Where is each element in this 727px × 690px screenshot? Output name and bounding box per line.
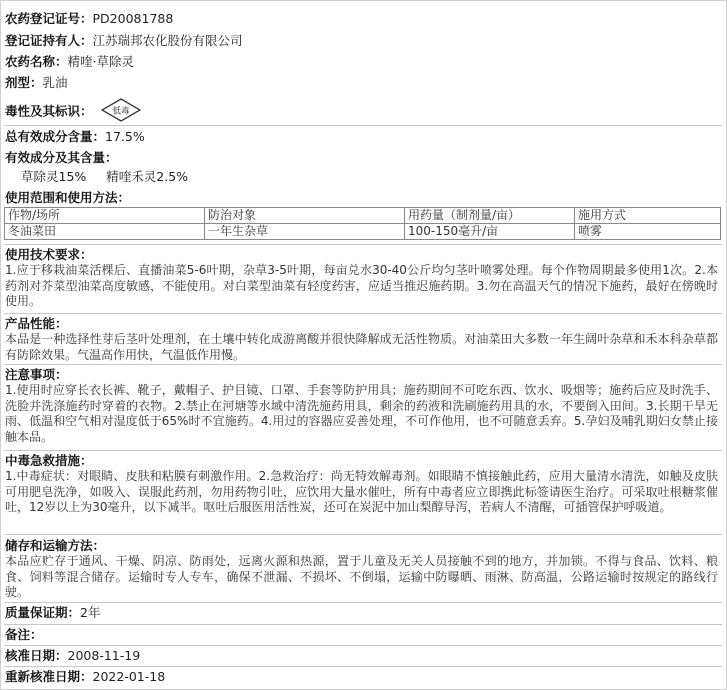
table-row bbox=[5, 224, 721, 240]
divider bbox=[4, 624, 722, 625]
notes-heading-row bbox=[5, 367, 68, 383]
tech-heading-row bbox=[5, 247, 93, 263]
reg-no-row bbox=[5, 11, 173, 27]
ingredients-values bbox=[21, 169, 188, 185]
ingredients-label: 有效成分及其含量： bbox=[5, 150, 118, 165]
total-content-value: 17.5% bbox=[105, 129, 145, 144]
approve-label: 核准日期： bbox=[5, 648, 68, 663]
holder-row bbox=[5, 33, 243, 49]
form-row bbox=[5, 75, 68, 91]
shelf-row bbox=[5, 605, 100, 621]
reg-no-label: 农药登记证号： bbox=[5, 11, 93, 26]
holder-label: 登记证持有人： bbox=[5, 33, 93, 48]
usage-row bbox=[5, 190, 130, 206]
usage-label: 使用范围和使用方法： bbox=[5, 190, 131, 205]
table-cell: 一年生杂草 bbox=[205, 224, 405, 240]
shelf-label: 质量保证期： bbox=[5, 605, 81, 620]
table-cell: 冬油菜田 bbox=[5, 224, 205, 240]
perf-text: 本品是一种选择性芽后茎叶处理剂，在土壤中转化成游离酸并很快降解成无活性物质。对油菜田大多数一年生阔叶杂草和禾本科杂草都有防除效果。气温高作用快，气温低作用慢。 bbox=[5, 332, 718, 362]
reapprove-row bbox=[5, 669, 165, 685]
divider bbox=[4, 125, 722, 126]
perf-heading-row bbox=[5, 316, 68, 332]
approve-value: 2008-11-19 bbox=[67, 648, 141, 663]
name-label: 农药名称： bbox=[5, 54, 68, 69]
divider bbox=[4, 313, 722, 314]
table-header-cell: 防治对象 bbox=[205, 208, 405, 224]
form-value: 乳油 bbox=[42, 75, 68, 90]
ingredients-row bbox=[5, 150, 118, 166]
reapprove-label: 重新核准日期： bbox=[5, 669, 93, 684]
divider bbox=[4, 364, 722, 365]
toxicity-label: 毒性及其标识： bbox=[5, 103, 93, 119]
divider bbox=[4, 645, 722, 646]
divider bbox=[4, 450, 722, 451]
ingredient-2: 精喹禾灵2.5% bbox=[106, 169, 189, 184]
table-header-cell: 施用方式 bbox=[575, 208, 721, 224]
notes-text: 1.使用时应穿长衣长裤、靴子，戴帽子、护目镜、口罩、手套等防护用具；施药期间不可吃东西、饮水、吸烟等；施药后应及时洗手、洗脸并洗涤施药时穿着的衣物。2.禁止在河塘等水域中清洗施药用具，剩余的药液和洗刷施药用具的水，不要倒入田间。3.长期干旱无雨、低温和空气相对湿度低于65%时不宜施药。4.用过的容器应妥善处理，不可作他用，也不可随意丢弃。5.孕妇及哺乳期妇女禁止接触本品。 bbox=[5, 383, 718, 444]
table-header-cell: 用药量（制剂量/亩） bbox=[405, 208, 575, 224]
perf-label: 产品性能： bbox=[5, 316, 68, 331]
divider bbox=[4, 666, 722, 667]
storage-label: 储存和运输方法： bbox=[5, 538, 106, 553]
low-toxicity-text: 低毒 bbox=[111, 106, 130, 117]
name-row bbox=[5, 54, 134, 70]
shelf-value: 2年 bbox=[80, 605, 101, 620]
storage-heading-row bbox=[5, 538, 105, 554]
divider bbox=[4, 602, 722, 603]
storage-text: 本品应贮存于通风、干燥、阴凉、防雨处，远离火源和热源，置于儿童及无关人员接触不到的地方，并加锁。不得与食品、饮料、粮食、饲料等混合储存。运输时专人专车，确保不泄漏、不损坏、不倒塌，运输中防曝晒、雨淋、防高温，公路运输时按规定的路线行驶。 bbox=[5, 554, 718, 599]
ingredient-1: 草除灵15% bbox=[21, 169, 87, 184]
table-cell: 100-150毫升/亩 bbox=[405, 224, 575, 240]
firstaid-label: 中毒急救措施： bbox=[5, 453, 93, 468]
approve-row bbox=[5, 648, 140, 664]
reg-no-value: PD20081788 bbox=[92, 11, 174, 26]
tech-label: 使用技术要求： bbox=[5, 247, 93, 262]
divider bbox=[4, 244, 722, 245]
usage-table-header bbox=[5, 208, 721, 224]
divider bbox=[4, 534, 722, 535]
remark-label: 备注： bbox=[5, 627, 43, 642]
form-label: 剂型： bbox=[5, 75, 43, 90]
firstaid-heading-row bbox=[5, 453, 93, 469]
firstaid-text: 1.中毒症状：对眼睛、皮肤和粘膜有刺激作用。2.急救治疗：尚无特效解毒剂。如眼睛不慎接触此药，应用大量清水清洗，如触及皮肤可用肥皂洗净，如吸入、误服此药剂，勿用药物引吐，应饮用大量水催吐，所有中毒者应立即携此标签请医生治疗。可采取吐根糖浆催吐，12岁以上为30毫升，以下减半。呕吐后服医用活性炭，还可在炭泥中加山梨醇导泻，若病人不清醒，可插管保护呼吸道。 bbox=[5, 469, 718, 514]
total-content-row bbox=[5, 129, 145, 145]
table-cell: 喷雾 bbox=[575, 224, 721, 240]
reapprove-value: 2022-01-18 bbox=[92, 669, 166, 684]
remark-row bbox=[5, 627, 43, 643]
tech-text: 1.应于移栽油菜活棵后、直播油菜5-6叶期，杂草3-5叶期，每亩兑水30-40公斤均匀茎叶喷雾处理。每个作物周期最多使用1次。2.本药剂对芥菜型油菜高度敏感，不能使用。对白菜型油菜有轻度药害，应适当推迟施药期。3.勿在高温天气的情况下施药，最好在傍晚时使用。 bbox=[5, 263, 718, 308]
holder-value: 江苏瑞邦农化股份有限公司 bbox=[92, 33, 243, 48]
name-value: 精喹·草除灵 bbox=[67, 54, 134, 69]
table-header-cell: 作物/场所 bbox=[5, 208, 205, 224]
total-content-label: 总有效成分含量： bbox=[5, 129, 106, 144]
toxicity-row bbox=[5, 98, 141, 126]
low-toxicity-icon bbox=[101, 98, 141, 126]
usage-table bbox=[4, 207, 721, 240]
notes-label: 注意事项： bbox=[5, 367, 68, 382]
